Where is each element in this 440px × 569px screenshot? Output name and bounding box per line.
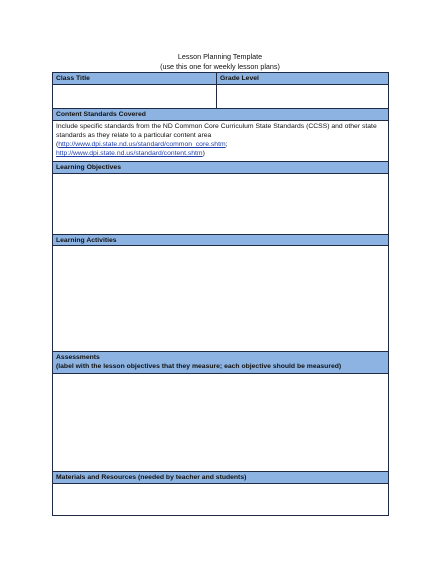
class-grade-input-row <box>53 85 388 109</box>
activities-header-row <box>53 235 388 246</box>
materials-content-row <box>53 484 388 516</box>
activities-content-row <box>53 246 388 352</box>
assessments-content-row <box>53 374 388 472</box>
lesson-plan-form <box>52 72 389 516</box>
class-title-label: Class Title <box>53 73 217 84</box>
assessments-field[interactable] <box>53 374 388 471</box>
assessments-header-row <box>53 352 388 374</box>
open-paren: ( <box>56 141 59 148</box>
close-paren: ) <box>202 150 205 157</box>
materials-field[interactable] <box>53 484 388 515</box>
link-separator: ; <box>225 141 228 148</box>
standards-text: Include specific standards from the ND Common Core Curriculum State Standards (CCSS) and other state standards as they relate to a particular content area <box>56 123 377 139</box>
activities-field[interactable] <box>53 246 388 351</box>
grade-level-label: Grade Level <box>217 73 388 84</box>
class-title-field[interactable] <box>53 85 217 108</box>
class-grade-header-row <box>53 73 388 85</box>
standards-content-row <box>53 121 388 162</box>
materials-header-row <box>53 472 388 484</box>
grade-level-field[interactable] <box>217 85 388 108</box>
document-title-block <box>0 52 440 72</box>
content-standards-link[interactable]: http://www.dpi.state.nd.us/standard/content.shtm <box>56 150 203 157</box>
objectives-header-row <box>53 162 388 174</box>
assessments-label: Assessments <box>56 354 100 361</box>
assessments-header <box>53 352 388 373</box>
standards-label: Content Standards Covered <box>53 109 388 120</box>
standards-header-row <box>53 109 388 121</box>
document-title: Lesson Planning Template <box>177 52 263 61</box>
activities-label: Learning Activities <box>53 235 388 245</box>
common-core-link[interactable]: http://www.dpi.state.nd.us/standard/common_core.shtm <box>58 141 226 148</box>
document-subtitle: (use this one for weekly lesson plans) <box>160 62 280 71</box>
standards-description <box>53 121 388 161</box>
objectives-label: Learning Objectives <box>53 162 388 173</box>
objectives-content-row <box>53 174 388 235</box>
assessments-note: (label with the lesson objectives that they measure; each objective should be measured) <box>56 363 342 370</box>
objectives-field[interactable] <box>53 174 388 234</box>
materials-label: Materials and Resources (needed by teacher and students) <box>53 472 388 483</box>
